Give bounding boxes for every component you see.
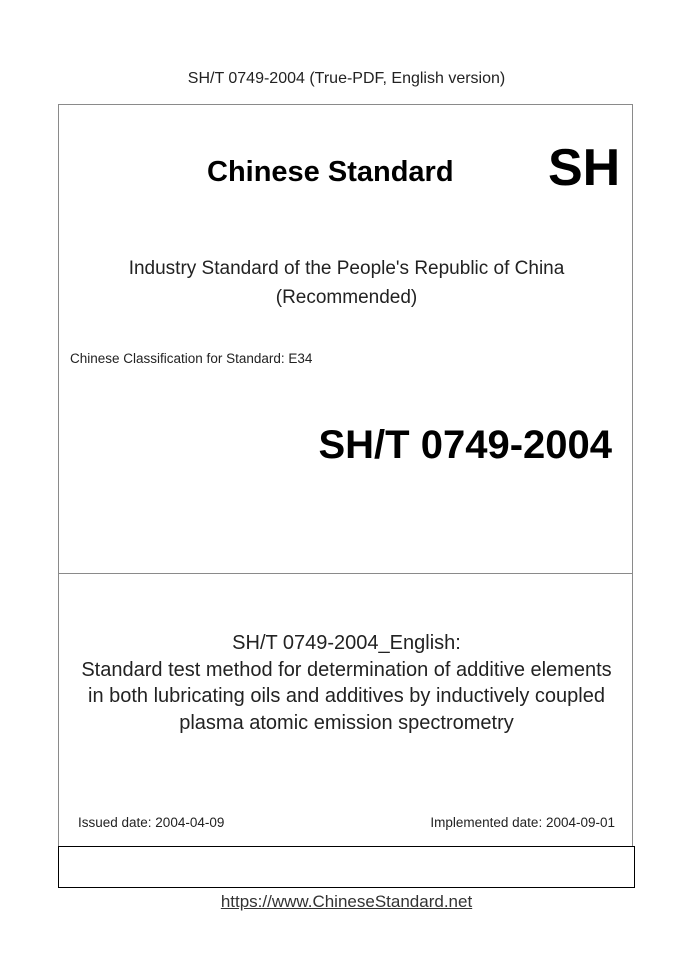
cover-frame-bottom [58, 846, 635, 888]
website-link[interactable]: https://www.ChineseStandard.net [220, 892, 473, 911]
issued-date: Issued date: 2004-04-09 [78, 815, 225, 830]
standard-number: SH/T 0749-2004 [318, 423, 612, 467]
recommended-label: (Recommended) [275, 287, 418, 308]
industry-standard-line: Industry Standard of the People's Republic of China [128, 258, 565, 279]
standard-title [0, 630, 693, 736]
cover-title: Chinese Standard [207, 156, 454, 188]
implemented-date: Implemented date: 2004-09-01 [430, 815, 615, 830]
code-badge: SH [548, 139, 621, 197]
standard-title-line: Standard test method for determination of additive elements [81, 658, 612, 681]
classification-label: Chinese Classification for Standard: E34 [70, 351, 313, 366]
standard-title-line: in both lubricating oils and additives by inductively coupled [88, 685, 605, 707]
standard-title-line: plasma atomic emission spectrometry [179, 711, 514, 734]
standard-title-line: SH/T 0749-2004_English: [232, 632, 461, 654]
document-header: SH/T 0749-2004 (True-PDF, English version) [187, 70, 506, 87]
